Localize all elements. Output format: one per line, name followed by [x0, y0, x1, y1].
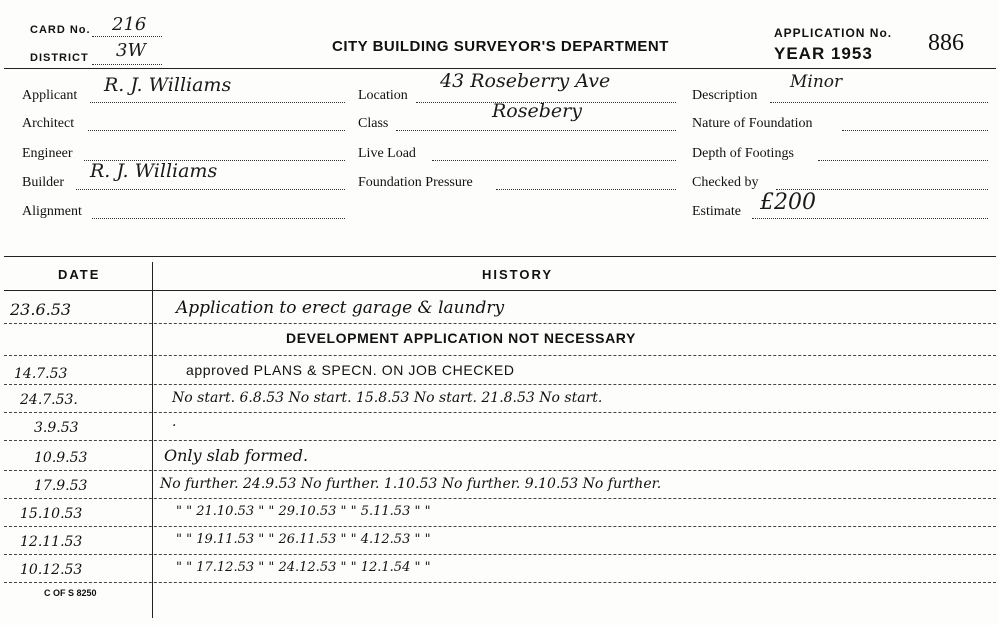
- depth-of-footings-line: [818, 160, 988, 161]
- history-stamp: DEVELOPMENT APPLICATION NOT NECESSARY: [286, 330, 636, 346]
- class-label: Class: [358, 116, 389, 131]
- card-no-value: 216: [112, 14, 147, 35]
- application-label: APPLICATION No.: [774, 26, 893, 40]
- history-entry: " " 19.11.53 " " 26.11.53 " " 4.12.53 " ": [176, 532, 431, 547]
- estimate-line: [752, 218, 988, 219]
- header-divider: [4, 68, 996, 69]
- alignment-label: Alignment: [22, 204, 82, 219]
- row-rule: [4, 440, 996, 441]
- row-rule: [4, 526, 996, 527]
- history-entry: No start. 6.8.53 No start. 15.8.53 No start. 21.8.53 No start.: [172, 390, 603, 406]
- description-value: Minor: [790, 72, 843, 92]
- builder-line: [76, 189, 345, 190]
- card-no-label: CARD No.: [30, 24, 91, 36]
- district-line: [92, 64, 162, 65]
- department-title: CITY BUILDING SURVEYOR'S DEPARTMENT: [332, 38, 669, 55]
- row-rule: [4, 323, 996, 324]
- history-date: 23.6.53: [10, 300, 72, 319]
- alignment-line: [92, 218, 345, 219]
- history-date: 3.9.53: [34, 420, 79, 436]
- description-line: [770, 102, 988, 103]
- live-load-label: Live Load: [358, 146, 416, 161]
- location-label: Location: [358, 88, 408, 103]
- row-rule: [4, 498, 996, 499]
- district-label: DISTRICT: [30, 52, 89, 64]
- estimate-value: £200: [760, 190, 816, 215]
- row-rule: [4, 384, 996, 385]
- history-top-rule: [4, 256, 996, 257]
- row-rule: [4, 355, 996, 356]
- live-load-line: [432, 160, 676, 161]
- engineer-label: Engineer: [22, 146, 73, 161]
- estimate-label: Estimate: [692, 204, 741, 219]
- applicant-value: R. J. Williams: [104, 74, 232, 96]
- architect-line: [88, 130, 345, 131]
- builder-value: R. J. Williams: [90, 160, 218, 182]
- row-rule: [4, 582, 996, 583]
- year-label: YEAR 1953: [774, 44, 873, 63]
- form-number: C OF S 8250: [44, 588, 97, 598]
- history-column-header: HISTORY: [482, 267, 554, 282]
- nature-of-foundation-line: [842, 130, 988, 131]
- applicant-label: Applicant: [22, 88, 78, 103]
- applicant-line: [90, 102, 345, 103]
- depth-of-footings-label: Depth of Footings: [692, 146, 794, 161]
- description-label: Description: [692, 88, 758, 103]
- row-rule: [4, 554, 996, 555]
- history-date: 24.7.53.: [20, 392, 78, 408]
- nature-of-foundation-label: Nature of Foundation: [692, 116, 813, 131]
- location-value-line2: Rosebery: [492, 100, 582, 122]
- application-number: 886: [928, 30, 964, 56]
- location-value: 43 Roseberry Ave: [440, 70, 611, 92]
- history-date: 10.9.53: [34, 450, 88, 466]
- class-line: [396, 130, 676, 131]
- history-date: 14.7.53: [14, 366, 68, 382]
- foundation-pressure-line: [496, 189, 676, 190]
- row-rule: [4, 412, 996, 413]
- history-date: 17.9.53: [34, 478, 88, 494]
- card-no-line: [92, 36, 162, 37]
- history-entry: Only slab formed.: [164, 446, 309, 465]
- history-entry: " " 21.10.53 " " 29.10.53 " " 5.11.53 " ": [176, 504, 431, 519]
- row-rule: [4, 470, 996, 471]
- checked-by-label: Checked by: [692, 175, 759, 190]
- district-value: 3W: [116, 40, 146, 61]
- history-entry: approved PLANS & SPECN. ON JOB CHECKED: [186, 362, 515, 378]
- history-date: 10.12.53: [20, 562, 83, 578]
- history-entry: ·: [172, 418, 177, 434]
- foundation-pressure-label: Foundation Pressure: [358, 175, 473, 190]
- architect-label: Architect: [22, 116, 75, 131]
- history-entry: " " 17.12.53 " " 24.12.53 " " 12.1.54 " ": [176, 560, 431, 575]
- history-date: 15.10.53: [20, 506, 83, 522]
- history-entry: No further. 24.9.53 No further. 1.10.53 No further. 9.10.53 No further.: [160, 476, 662, 492]
- date-column-header: DATE: [58, 267, 101, 282]
- builder-label: Builder: [22, 175, 64, 190]
- history-entry: Application to erect garage & laundry: [176, 298, 505, 318]
- history-date: 12.11.53: [20, 534, 83, 550]
